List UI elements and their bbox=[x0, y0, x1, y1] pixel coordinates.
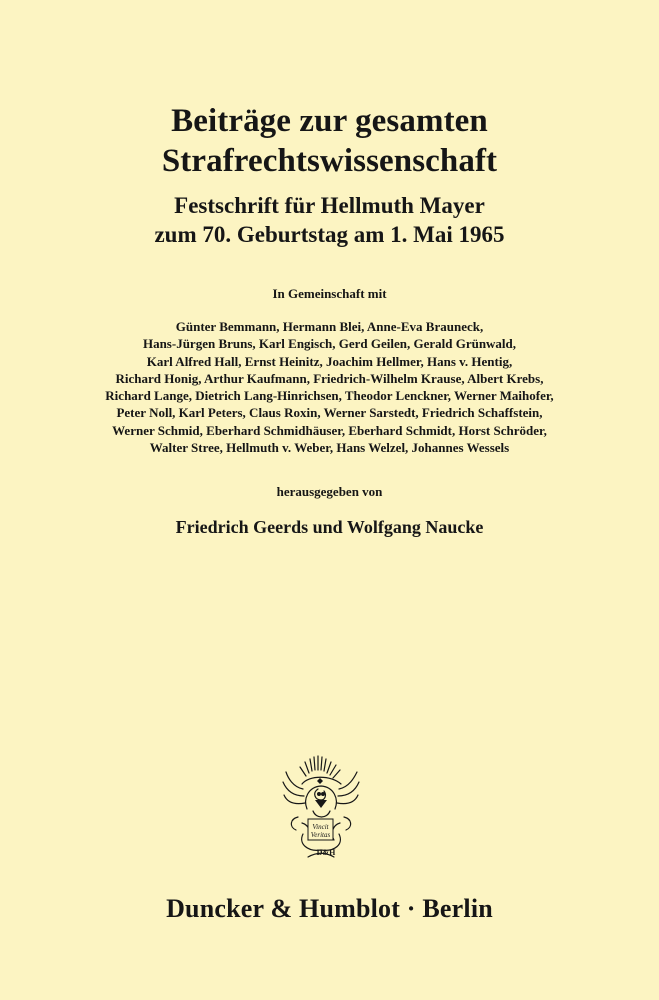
logo-motto-line-2: Veritas bbox=[310, 831, 331, 839]
contributors-line: Hans-Jürgen Bruns, Karl Engisch, Gerd Geilen, Gerald Grünwald, bbox=[142, 336, 517, 352]
book-title-line-2: Strafrechtswissenschaft bbox=[161, 143, 498, 179]
contributors-line: Walter Stree, Hellmuth v. Weber, Hans Welzel, Johannes Wessels bbox=[149, 440, 510, 456]
publisher-logo-icon bbox=[278, 753, 364, 865]
contributors-line: Richard Lange, Dietrich Lang-Hinrichsen, Theodor Lenckner, Werner Maihofer, bbox=[105, 388, 554, 404]
book-subtitle bbox=[0, 191, 659, 249]
book-title bbox=[0, 101, 659, 181]
contributors-line: Werner Schmid, Eberhard Schmidhäuser, Eberhard Schmidt, Horst Schröder, bbox=[112, 422, 547, 438]
book-subtitle-line-2: zum 70. Geburtstag am 1. Mai 1965 bbox=[154, 222, 505, 247]
book-title-line-1: Beiträge zur gesamten bbox=[171, 103, 488, 139]
contributors-line: Peter Noll, Karl Peters, Claus Roxin, Werner Sarstedt, Friedrich Schaffstein, bbox=[116, 405, 543, 421]
logo-monogram: D&H bbox=[316, 848, 336, 857]
collaboration-label: In Gemeinschaft mit bbox=[272, 286, 387, 301]
editors-names: Friedrich Geerds und Wolfgang Naucke bbox=[175, 517, 484, 537]
publisher-name: Duncker & Humblot · Berlin bbox=[166, 894, 493, 923]
contributors-line: Günter Bemmann, Hermann Blei, Anne-Eva Brauneck, bbox=[175, 319, 484, 334]
logo-motto-line-1: Vincit bbox=[312, 823, 329, 831]
contributors-list bbox=[0, 318, 659, 456]
editors-label: herausgegeben von bbox=[276, 484, 383, 499]
contributors-line: Richard Honig, Arthur Kaufmann, Friedrich-Wilhelm Krause, Albert Krebs, bbox=[115, 370, 544, 386]
contributors-line: Karl Alfred Hall, Ernst Heinitz, Joachim Hellmer, Hans v. Hentig, bbox=[146, 353, 513, 369]
book-subtitle-line-1: Festschrift für Hellmuth Mayer bbox=[174, 193, 485, 218]
